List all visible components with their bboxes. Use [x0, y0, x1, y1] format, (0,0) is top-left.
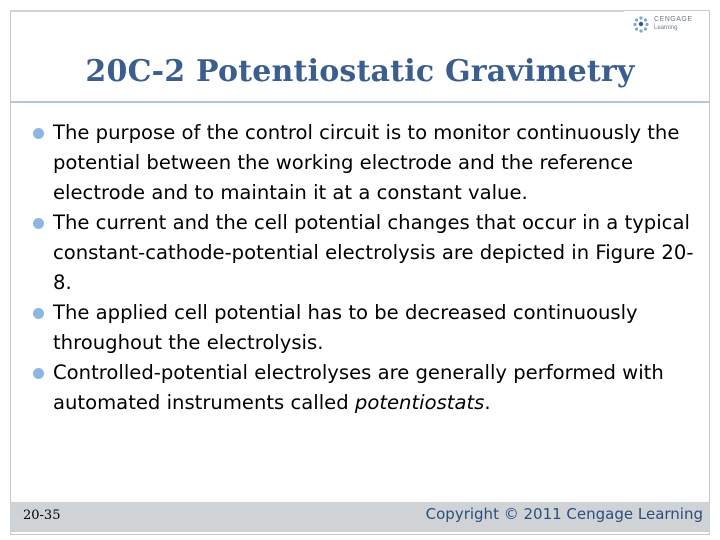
cengage-logo-icon: [632, 15, 650, 33]
bullet-icon: [33, 308, 44, 319]
bullet-text: The current and the cell potential changes that occur in a typical constant-cathode-potential electrolysis are depicted in Figure 20-8.: [53, 211, 694, 294]
bullet-text-prefix: Controlled-potential electrolyses are generally performed with automated instruments called: [53, 361, 664, 414]
bullet-icon: [33, 368, 44, 379]
slide-number: 20-35: [23, 508, 61, 523]
bullet-item: [33, 118, 705, 208]
bullet-list: [33, 118, 705, 418]
bullet-item: [33, 208, 705, 298]
bullet-text: The purpose of the control circuit is to monitor continuously the potential between the working electrode and the reference electrode and to maintain it at a constant value.: [53, 121, 680, 204]
bullet-text: The applied cell potential has to be decreased continuously throughout the electrolysis.: [53, 301, 638, 354]
top-divider: [10, 10, 624, 12]
bullet-italic-term: potentiostats: [354, 391, 485, 414]
bullet-text-suffix: .: [484, 391, 491, 414]
bullet-item: [33, 298, 705, 358]
bullet-icon: [33, 218, 44, 229]
title-divider: [10, 101, 710, 103]
slide-title: 20C-2 Potentiostatic Gravimetry: [85, 54, 635, 89]
bullet-item: [33, 358, 705, 418]
cengage-logo: [632, 14, 712, 42]
copyright-text: Copyright © 2011 Cengage Learning: [425, 505, 703, 523]
logo-subtitle: Learning: [654, 25, 678, 31]
bullet-icon: [33, 128, 44, 139]
logo-wordmark: CENGAGE: [654, 16, 693, 23]
